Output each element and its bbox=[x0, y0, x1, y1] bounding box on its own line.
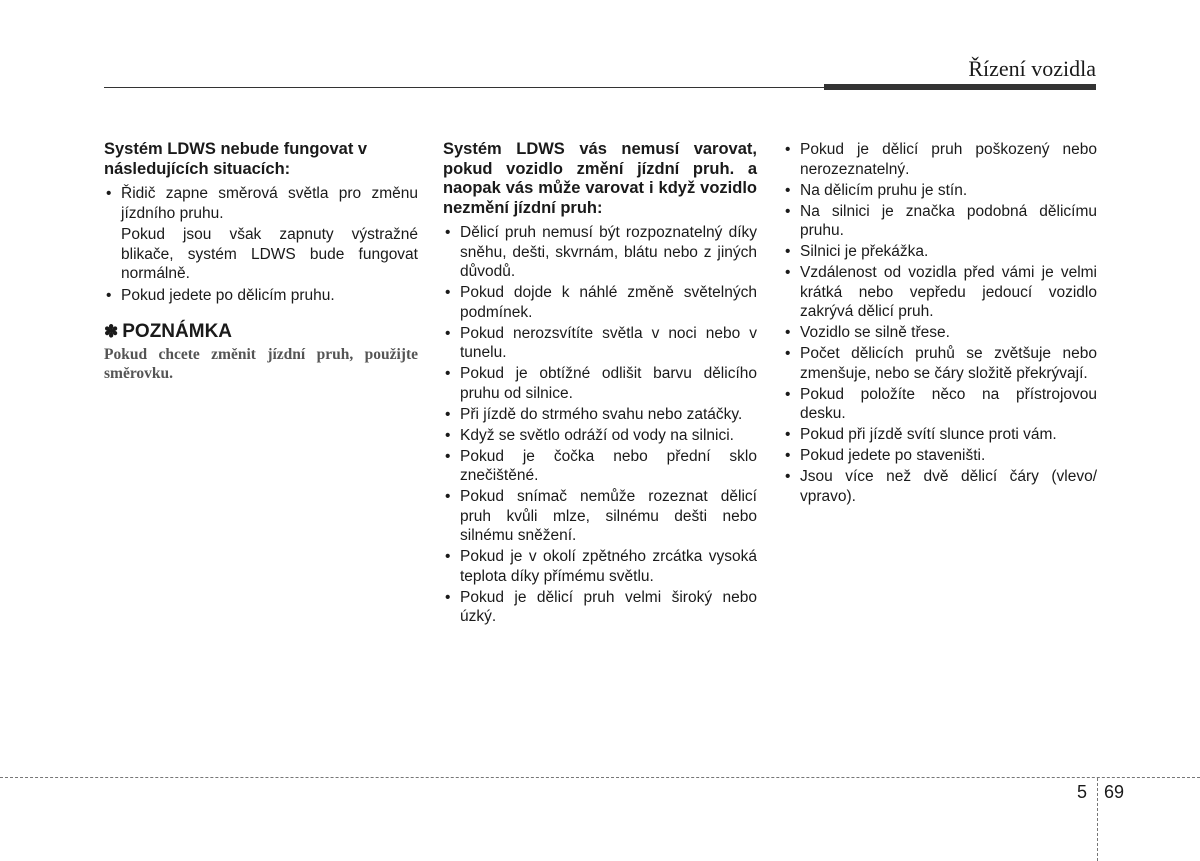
list-item: • Pokud je dělicí pruh velmi široký nebo úzký. bbox=[443, 588, 757, 627]
list-item-text: Pokud jedete po dělicím pruhu. bbox=[121, 286, 335, 304]
list-item: • Pokud je v okolí zpětného zrcátka vysoká teplota díky přímému světlu. bbox=[443, 547, 757, 586]
list-item: • Pokud snímač nemůže rozeznat dělicí pruh kvůli mlze, silnému dešti nebo silnému sněžení. bbox=[443, 487, 757, 546]
chapter-number: 5 bbox=[1077, 782, 1088, 802]
list-item: • Pokud dojde k náhlé změně světelných podmínek. bbox=[443, 283, 757, 322]
list-item-subparagraph: Pokud jsou však zapnuty výstražné blikače, systém LDWS bude fungovat normálně. bbox=[121, 226, 418, 282]
header-accent-bar bbox=[824, 84, 1096, 90]
bullet-list bbox=[783, 140, 1097, 506]
list-item: • Dělicí pruh nemusí být rozpoznatelný díky sněhu, dešti, skvrnám, blátu nebo z jiných důvodů. bbox=[443, 223, 757, 282]
list-item: • Vozidlo se silně třese. bbox=[783, 323, 1097, 343]
list-item: • Při jízdě do strmého svahu nebo zatáčky. bbox=[443, 405, 757, 425]
list-item: • Počet dělicích pruhů se zvětšuje nebo zmenšuje, nebo se čáry složitě překrývají. bbox=[783, 344, 1097, 383]
list-item: • Pokud jedete po staveništi. bbox=[783, 446, 1097, 466]
list-item: • Silnici je překážka. bbox=[783, 242, 1097, 262]
section-heading: Systém LDWS vás nemusí varovat, pokud vozidlo změní jízdní pruh. a naopak vás může varovat i když vozidlo nezmění jízdní pruh: bbox=[443, 140, 757, 217]
bullet-list bbox=[443, 223, 757, 627]
page-header-title: Řízení vozidla bbox=[968, 56, 1096, 81]
page-number: 69 bbox=[1104, 782, 1125, 802]
bullet-list bbox=[104, 286, 418, 306]
note-text: Pokud chcete změnit jízdní pruh, použijte směrovku. bbox=[104, 346, 418, 382]
list-item: • Na silnici je značka podobná dělicímu pruhu. bbox=[783, 202, 1097, 241]
bullet-list bbox=[104, 184, 418, 223]
list-item: • Vzdálenost od vozidla před vámi je velmi krátká nebo vepředu jedoucí vozidlo zakrývá dělicí pruh. bbox=[783, 263, 1097, 322]
footer-page-divider bbox=[1097, 778, 1098, 861]
list-item bbox=[104, 286, 418, 306]
note-title: POZNÁMKA bbox=[122, 321, 233, 342]
list-item: • Jsou více než dvě dělicí čáry (vlevo/ vpravo). bbox=[783, 467, 1097, 506]
footer-dashed-rule bbox=[0, 777, 1200, 778]
list-item: • Pokud nerozsvítíte světla v noci nebo v tunelu. bbox=[443, 324, 757, 363]
note-heading bbox=[104, 321, 418, 343]
list-item bbox=[104, 184, 418, 223]
list-item: • Když se světlo odráží od vody na silnici. bbox=[443, 426, 757, 446]
list-item: • Pokud při jízdě svítí slunce proti vám. bbox=[783, 425, 1097, 445]
column-1 bbox=[104, 140, 418, 383]
list-item: • Pokud je obtížné odlišit barvu dělicího pruhu od silnice. bbox=[443, 364, 757, 403]
column-3 bbox=[783, 140, 1097, 508]
section-heading: Systém LDWS nebude fungovat v následujících situacích: bbox=[104, 140, 368, 178]
list-item: • Pokud je dělicí pruh poškozený nebo nerozeznatelný. bbox=[783, 140, 1097, 179]
asterisk-icon: ✽ bbox=[104, 322, 119, 341]
column-2 bbox=[443, 140, 757, 628]
list-item: • Pokud položíte něco na přístrojovou desku. bbox=[783, 385, 1097, 424]
list-item: • Pokud je čočka nebo přední sklo znečištěné. bbox=[443, 447, 757, 486]
list-item-text: Řidič zapne směrová světla pro změnu jízdního pruhu. bbox=[121, 185, 418, 222]
list-item: • Na dělicím pruhu je stín. bbox=[783, 181, 1097, 201]
